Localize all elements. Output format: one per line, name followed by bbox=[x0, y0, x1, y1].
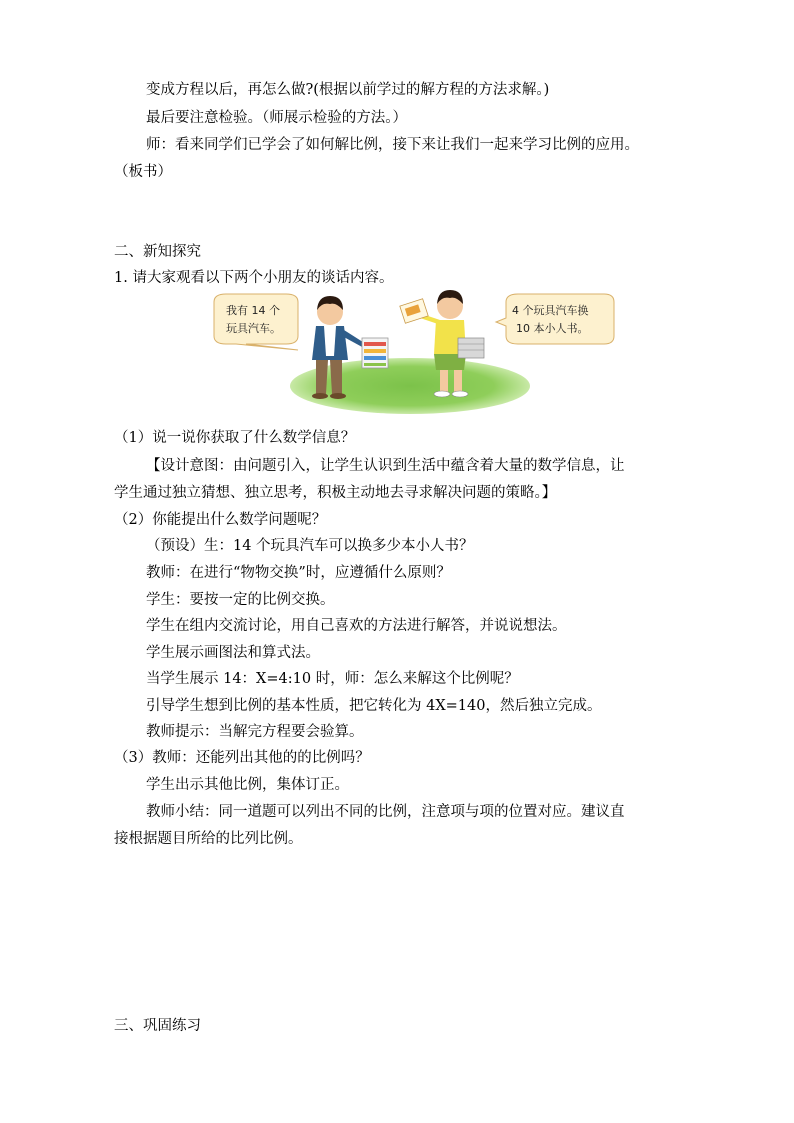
paragraph-line: 学生展示画图法和算式法。 bbox=[146, 645, 320, 661]
section-heading: 三、巩固练习 bbox=[114, 1018, 201, 1034]
paragraph-line: 学生出示其他比例，集体订正。 bbox=[146, 777, 349, 793]
paragraph-line: 最后要注意检验。（师展示检验的方法。） bbox=[146, 110, 407, 126]
bubble-right-line2: 10 本小人书。 bbox=[516, 322, 589, 335]
section-heading: 二、新知探究 bbox=[114, 244, 201, 260]
paragraph-line: （预设）生：14 个玩具汽车可以换多少本小人书？ bbox=[146, 538, 474, 554]
book-stack bbox=[458, 338, 484, 358]
subquestion: （2）你能提出什么数学问题呢？ bbox=[114, 512, 327, 528]
illustration-two-children bbox=[206, 290, 616, 418]
paragraph-line: 当学生展示 14：X=4:10 时，师：怎么来解这个比例呢？ bbox=[146, 671, 519, 687]
subquestion: （1）说一说你获取了什么数学信息？ bbox=[114, 430, 356, 446]
paragraph-line: 引导学生想到比例的基本性质，把它转化为 4X=140，然后独立完成。 bbox=[146, 698, 602, 714]
bubble-left-line1: 我有 14 个 bbox=[226, 304, 280, 317]
design-intent-line: 【设计意图：由问题引入，让学生认识到生活中蕴含着大量的数学信息，让 bbox=[146, 458, 625, 474]
paragraph-line: 学生在组内交流讨论，用自己喜欢的方法进行解答，并说说想法。 bbox=[146, 618, 567, 634]
paragraph-line: 教师小结：同一道题可以列出不同的比例，注意项与项的位置对应。建议直 bbox=[146, 804, 625, 820]
paragraph-line: 教师：在进行“物物交换”时，应遵循什么原则？ bbox=[146, 565, 451, 581]
paragraph-line: 变成方程以后，再怎么做?(根据以前学过的解方程的方法求解。) bbox=[146, 82, 550, 98]
picture-book bbox=[400, 299, 428, 324]
design-intent-line: 学生通过独立猜想、独立思考，积极主动地去寻求解决问题的策略。】 bbox=[114, 485, 557, 501]
bubble-right-line1: 4 个玩具汽车换 bbox=[512, 304, 589, 317]
subquestion: （3）教师：还能列出其他的的比例吗？ bbox=[114, 750, 370, 766]
paragraph-line: 教师提示：当解完方程要会验算。 bbox=[146, 724, 364, 740]
paragraph-line: 学生：要按一定的比例交换。 bbox=[146, 592, 335, 608]
paragraph-line: 接根据题目所给的比列比例。 bbox=[114, 831, 303, 847]
speech-bubble-right bbox=[496, 294, 614, 344]
bubble-left-line2: 玩具汽车。 bbox=[226, 322, 281, 335]
paragraph-line: （板书） bbox=[114, 164, 172, 180]
question-line: 1. 请大家观看以下两个小朋友的谈话内容。 bbox=[114, 270, 394, 286]
toy-car-box bbox=[362, 338, 388, 368]
paragraph-line: 师：看来同学们已学会了如何解比例，接下来让我们一起来学习比例的应用。 bbox=[146, 137, 639, 153]
